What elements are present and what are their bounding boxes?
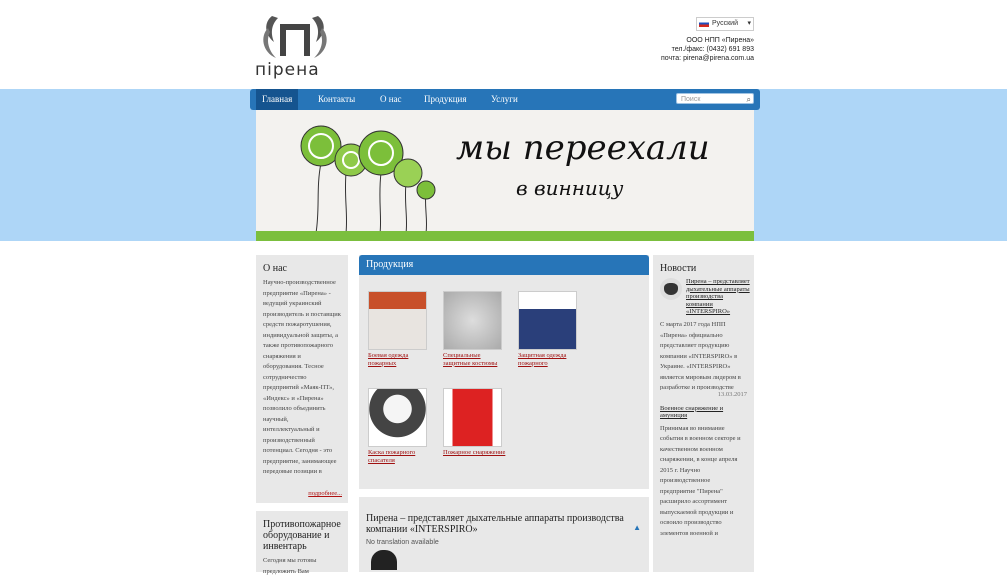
product-caption[interactable]: Пожарное снаряжение [443,449,506,456]
product-caption[interactable]: Защитная одежда пожарного [518,352,567,367]
nav-item-home[interactable]: Главная [256,89,298,110]
news-item-date: 13.03.2017 [717,391,747,398]
news-item-title[interactable]: Военное снаряжение и амуниция [660,404,724,419]
product-image-firefighter-suit[interactable] [368,291,427,350]
about-text: Научно-производственное предприятие «Пирена» - ведущий украинский производитель и поставщик средств пожаротушения, индивидуальной защиты, а также противопожарного снаряжения и оборудования. Тесное сотрудничество предприятий «Маяк-ПТ», «Индекс» и «Пирена» позволило объединить научный, интеллектуальный и производственный потенциал. Сегодня - это предприятие, занимающее передовые позиции в [263,279,341,474]
product-card[interactable] [368,291,432,367]
news-item-title[interactable]: Пирена – представляет дыхательные аппараты производства компании «INTERSPIRO» [686,278,750,315]
news-item-image[interactable] [660,278,682,300]
product-caption[interactable]: Каска пожарного спасателя [368,449,416,464]
product-image-fire-cabinet[interactable] [443,388,502,447]
news-item-text: С марта 2017 года НПП «Пирена» официально представляет продукцию компании «INTERSPIRO» в Украине. «INTERSPIRO» является мировым лидером в разработке и производстве [660,321,741,390]
tree-illustration [286,118,446,233]
page-wrapper [250,0,760,575]
search-icon[interactable]: ⌕ [746,95,751,104]
phone-fax: тел./факс: (0432) 691 893 [671,46,754,53]
chevron-down-icon: ▾ [747,20,751,27]
product-image-helmet[interactable] [368,388,427,447]
banner-grass-strip [256,231,754,241]
about-more-link[interactable]: подробнее... [308,490,342,497]
article-no-translation: No translation available [366,539,439,546]
logo-text: пірена [255,60,320,80]
product-image-protective-suit[interactable] [443,291,502,350]
company-name: ООО НПП «Пирена» [686,37,754,44]
news-item-text: Принимая во внимание события в военном секторе и качественном военном снаряжении, в конце апреля 2015 г. Научно производственное предприятие "Пирена" расширило ассортимент выпускаемой продукции и освоило производство элементов военной и [660,424,741,536]
nav-item-products[interactable]: Продукция [424,94,467,104]
nav-item-services[interactable]: Услуги [491,94,518,104]
email[interactable]: почта: pirena@pirena.com.ua [660,55,754,62]
about-title: О нас [263,263,287,274]
product-card[interactable] [518,291,582,367]
products-title: Продукция [359,255,649,275]
banner-headline: мы переехали [456,128,710,168]
search-input[interactable] [676,93,754,104]
contact-info [661,36,754,63]
news-panel [653,255,754,572]
product-card[interactable] [368,388,432,464]
article-panel [359,497,649,572]
breathing-apparatus-icon [371,550,397,570]
nav-item-contacts[interactable]: Контакты [318,94,356,104]
product-caption[interactable]: Специальные защитные костюмы [443,352,498,367]
product-card[interactable] [443,291,507,367]
russian-flag-icon [699,20,709,27]
product-image-protective-clothing[interactable] [518,291,577,350]
main-nav [250,89,760,110]
equipment-text: Сегодня мы готовы предложить Вам [263,557,317,575]
language-select[interactable] [696,17,754,31]
products-panel [359,255,649,489]
equipment-panel [256,511,348,575]
product-caption[interactable]: Боевая одежда пожарных [368,352,409,367]
equipment-title: Противопожарное оборудование и инвентарь [263,519,341,552]
product-card[interactable] [443,388,507,457]
banner-subheadline: в винницу [516,176,624,200]
about-panel [256,255,348,503]
nav-item-about[interactable]: О нас [380,94,402,104]
article-title[interactable]: Пирена – представляет дыхательные аппараты производства компании «INTERSPIRO» [366,513,624,535]
search-placeholder: Поиск [681,96,701,103]
print-icon[interactable]: ▲ [633,523,641,532]
banner[interactable] [256,110,754,241]
language-label: Русский [712,20,738,27]
news-title: Новости [660,263,697,274]
